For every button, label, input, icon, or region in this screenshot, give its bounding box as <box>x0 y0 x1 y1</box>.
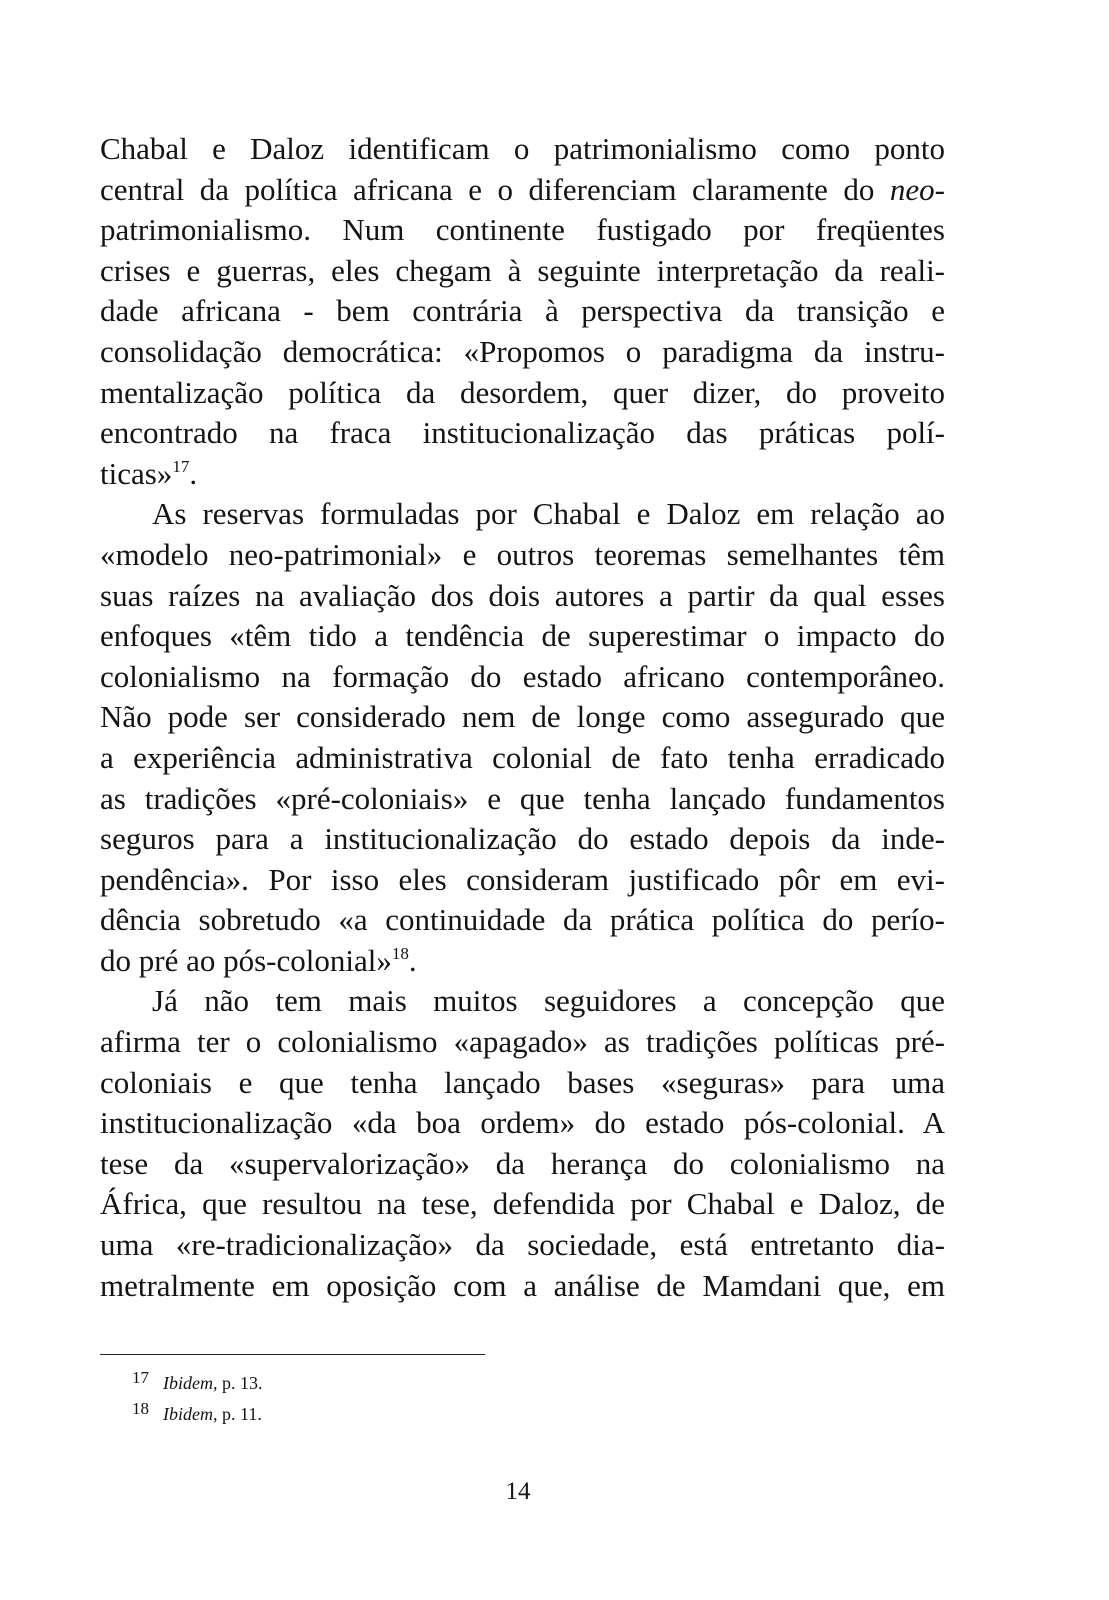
line-text: coloniais e que tenha lançado bases «seguras» para uma <box>100 1064 945 1100</box>
text-line <box>100 1266 945 1307</box>
text-line <box>100 900 945 941</box>
text-line <box>100 332 945 373</box>
line-punctuation: . <box>408 942 417 978</box>
footnote-page: p. 13. <box>217 1373 263 1393</box>
line-text: afirma ter o colonialismo «apagado» as tradições políticas pré- <box>100 1024 945 1060</box>
footnote-ref: 18 <box>391 943 409 963</box>
line-text: metralmente em oposição com a análise de Mamdani que, em <box>100 1267 945 1303</box>
text-line <box>100 535 945 576</box>
line-text: dência sobretudo «a continuidade da prática política do perío- <box>100 902 945 938</box>
line-text: pendência». Por isso eles consideram justificado pôr em evi- <box>100 861 945 897</box>
line-text: África, que resultou na tese, defendida por Chabal e Daloz, de <box>100 1186 945 1222</box>
text-line <box>100 1063 945 1104</box>
text-line <box>100 1022 945 1063</box>
text-line <box>100 860 945 901</box>
text-line <box>100 413 945 454</box>
line-text: Já não tem mais muitos seguidores a concepção que <box>152 983 945 1019</box>
footnote-page: p. 11. <box>217 1404 262 1424</box>
text-line <box>100 576 945 617</box>
text-line <box>100 210 945 251</box>
text-line <box>100 616 945 657</box>
text-line <box>100 1225 945 1266</box>
line-text: patrimonialismo. Num continente fustigado por freqüentes <box>100 212 945 248</box>
footnote-ref: 17 <box>172 456 190 476</box>
line-text: do pré ao pós-colonial» <box>100 942 392 978</box>
footnote-18 <box>132 1399 262 1426</box>
line-text: colonialismo na formação do estado africano contemporâneo. <box>100 658 945 694</box>
line-text: as tradições «pré-coloniais» e que tenha lançado fundamentos <box>100 780 945 816</box>
line-text: consolidação democrática: «Propomos o paradigma da instru- <box>100 333 945 369</box>
line-text: encontrado na fraca institucionalização das práticas polí- <box>100 415 945 451</box>
page-number: 14 <box>505 1478 531 1505</box>
line-emphasis: neo- <box>889 171 945 207</box>
text-line <box>100 1144 945 1185</box>
line-text: dade africana - bem contrária à perspectiva da transição e <box>100 293 945 329</box>
text-line <box>100 1184 945 1225</box>
text-line <box>100 373 945 414</box>
footnote-number: 17 <box>132 1368 149 1387</box>
line-text: enfoques «têm tido a tendência de superestimar o impacto do <box>100 618 945 654</box>
footnote-number: 18 <box>132 1399 149 1418</box>
line-text: crises e guerras, eles chegam à seguinte interpretação da reali- <box>100 252 945 288</box>
line-text: Não pode ser considerado nem de longe como assegurado que <box>100 699 945 735</box>
line-text: uma «re-tradicionalização» da sociedade, está entretanto dia- <box>100 1227 945 1263</box>
line-text: mentalização política da desordem, quer dizer, do proveito <box>100 374 945 410</box>
text-line <box>100 657 945 698</box>
line-text: ticas» <box>100 455 173 491</box>
line-punctuation: . <box>189 455 198 491</box>
text-line <box>100 779 945 820</box>
line-text: central da política africana e o diferenciam claramente do <box>100 171 890 207</box>
text-line <box>100 251 945 292</box>
text-line <box>100 291 945 332</box>
body-text <box>100 129 945 1306</box>
footnote-ibidem: Ibidem, <box>163 1404 218 1424</box>
line-text: Chabal e Daloz identificam o patrimonialismo como ponto <box>100 131 945 166</box>
line-text: As reservas formuladas por Chabal e Daloz em relação ao <box>152 496 945 532</box>
line-text: suas raízes na avaliação dos dois autores a partir da qual esses <box>100 577 945 613</box>
line-text: seguros para a institucionalização do estado depois da inde- <box>100 821 945 857</box>
text-line <box>100 941 945 982</box>
footnote-separator <box>100 1354 485 1355</box>
text-line <box>100 494 945 535</box>
line-text: a experiência administrativa colonial de fato tenha erradicado <box>100 739 945 775</box>
text-line <box>100 981 945 1022</box>
text-line <box>100 170 945 211</box>
text-line <box>100 129 945 170</box>
text-line <box>100 819 945 860</box>
footnote-17 <box>132 1368 263 1395</box>
text-line <box>100 697 945 738</box>
line-text: institucionalização «da boa ordem» do estado pós-colonial. A <box>100 1105 945 1141</box>
text-line <box>100 1103 945 1144</box>
text-line <box>100 738 945 779</box>
line-text: «modelo neo-patrimonial» e outros teoremas semelhantes têm <box>100 536 945 572</box>
text-line <box>100 454 945 495</box>
footnote-ibidem: Ibidem, <box>163 1373 218 1393</box>
line-text: tese da «supervalorização» da herança do colonialismo na <box>100 1145 945 1181</box>
